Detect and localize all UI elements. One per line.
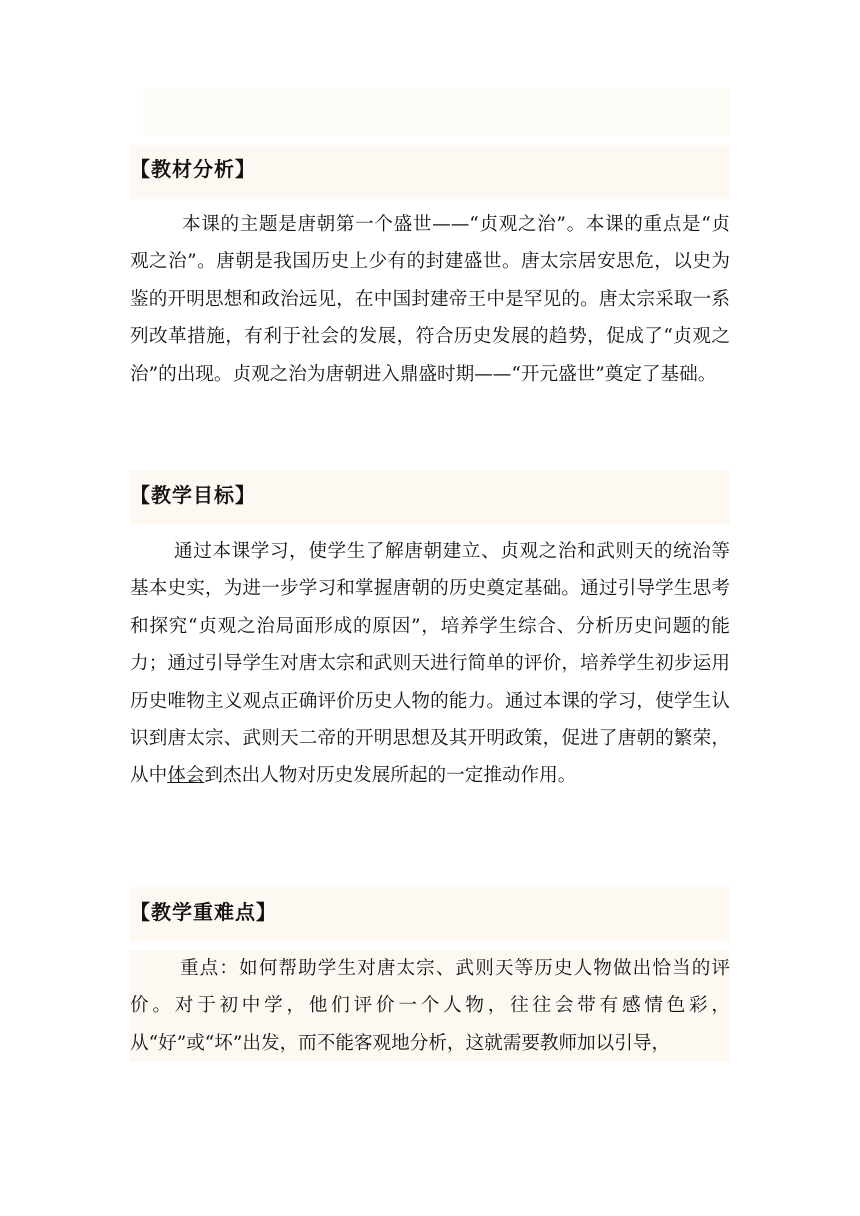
key-points-heading: 【教学重难点】 bbox=[130, 900, 277, 924]
key-points-paragraph: 重点：如何帮助学生对唐太宗、武则天等历史人物做出恰当的评价。对于初中学，他们评价一个人物，往往会带有感情色彩，从“好”或“坏”出发，而不能客观地分析，这就需要教师加以引导， bbox=[130, 950, 730, 1062]
objectives-heading: 【教学目标】 bbox=[130, 483, 256, 507]
analysis-heading: 【教材分析】 bbox=[130, 157, 256, 181]
objectives-underlined-word: 体会 bbox=[167, 765, 205, 787]
analysis-paragraph: 本课的主题是唐朝第一个盛世——“贞观之治”。本课的重点是“贞观之治”。唐朝是我国历史上少有的封建盛世。唐太宗居安思危，以史为鉴的开明思想和政治远见，在中国封建帝王中是罕见的。唐太宗采取一系列改革措施，有利于社会的发展，符合历史发展的趋势，促成了“贞观之治”的出现。贞观之治为唐朝进入鼎盛时期——“开元盛世”奠定了基础。 bbox=[130, 214, 730, 385]
objectives-text-end: 到杰出人物对历史发展所起的一定推动作用。 bbox=[204, 765, 577, 787]
objectives-text-start: 通过本课学习，使学生了解唐朝建立、贞观之治和武则天的统治等基本史实，为进一步学习和掌握唐朝的历史奠定基础。通过引导学生思考和探究“贞观之治局面形成的原因”，培养学生综合、分析历史问题的能力；通过引导学生对唐太宗和武则天进行简单的评价，培养学生初步运用历史唯物主义观点正确评价历史人物的能力。通过本课的学习，使学生认识到唐太宗、武则天二帝的开明思想及其开明政策，促进了唐朝的繁荣，从中 bbox=[130, 541, 730, 787]
objectives-paragraph bbox=[130, 533, 730, 795]
blank-header-band bbox=[143, 88, 730, 136]
